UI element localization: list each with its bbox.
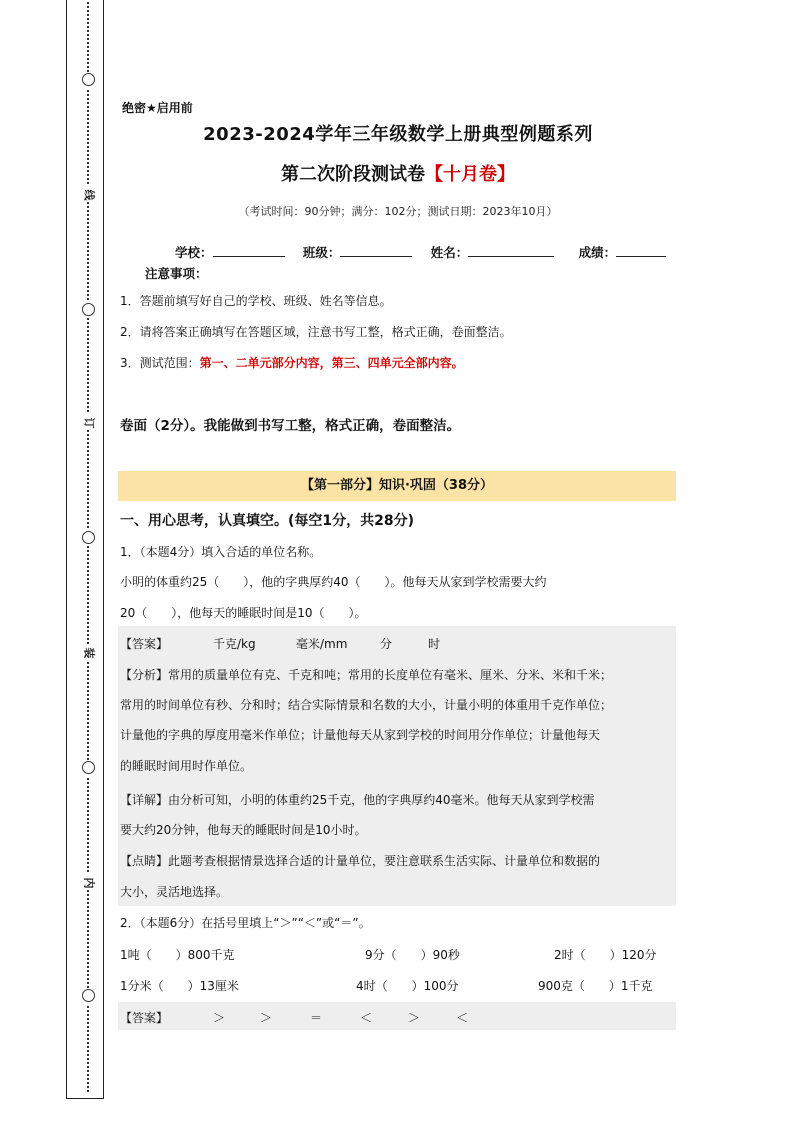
q1-analysis-line: 【分析】常用的质量单位有克、千克和吨；常用的长度单位有毫米、厘米、分米、米和千米；: [120, 668, 613, 682]
q2-row-1: [120, 946, 676, 962]
note-item-3: [120, 354, 464, 371]
class-label: 班级：: [302, 245, 341, 260]
q2-item: 2时（ ）120分: [554, 948, 657, 962]
q1-answer-3: 分: [380, 637, 393, 651]
exam-info: （考试时间：90分钟；满分：102分；测试日期：2023年10月）: [238, 205, 558, 218]
q2-stem: 2．（本题6分）在括号里填上“＞”“＜”或“＝”。: [120, 916, 371, 930]
q2-item: 1分米（ ）13厘米: [120, 979, 239, 993]
subtitle-red: 【十月卷】: [425, 164, 515, 185]
q1-detail-band: [118, 780, 676, 844]
secret-label: 绝密★启用前: [122, 101, 193, 115]
q1-stem: 1．（本题4分）填入合适的单位名称。: [120, 545, 322, 559]
q1-answer-4: 时: [428, 637, 441, 651]
q2-item: 1吨（ ）800千克: [120, 948, 235, 962]
q2-row-2: [120, 977, 676, 993]
q2-answer-1: ＞: [213, 1011, 226, 1025]
school-field[interactable]: [213, 244, 285, 257]
note-item-3-range: 第一、二单元部分内容，第三、四单元全部内容。: [199, 356, 464, 370]
page-subtitle: [118, 160, 678, 186]
class-field[interactable]: [340, 244, 412, 257]
q1-analysis-band: [118, 658, 676, 780]
q1-answer-label: 【答案】: [120, 637, 169, 651]
q2-item: 4时（ ）100分: [356, 979, 459, 993]
q1-analysis-line: 的睡眠时间用时作单位。: [120, 759, 253, 773]
binding-margin: [66, 0, 104, 1099]
name-field[interactable]: [468, 244, 554, 257]
notes-heading: 注意事项：: [145, 266, 208, 281]
name-label: 姓名：: [430, 245, 469, 260]
q1-comment-band: [118, 844, 676, 906]
q2-item: 900克（ ）1千克: [538, 979, 653, 993]
score-field[interactable]: [616, 244, 666, 257]
q2-answer-6: ＜: [456, 1011, 469, 1025]
section-title: 一、用心思考，认真填空。(每空1分，共28分): [120, 513, 415, 529]
scroll-score-note: 卷面（2分）。我能做到书写工整，格式正确，卷面整洁。: [120, 418, 461, 434]
note-item-3-prefix: 3．测试范围：: [120, 356, 200, 370]
q1-line2: 20（ ），他每天的睡眠时间是10（ ）。: [120, 606, 367, 620]
q2-answer-label: 【答案】: [120, 1011, 169, 1025]
binding-circle: [80, 302, 96, 318]
score-label: 成绩：: [578, 245, 617, 260]
binding-mark-zhuang: 装: [80, 644, 96, 660]
part-one-band: 【第一部分】知识·巩固（38分）: [118, 471, 676, 501]
school-label: 学校：: [175, 245, 213, 260]
page-title: 2023-2024学年三年级数学上册典型例题系列: [203, 124, 593, 145]
q1-comment-line: 大小，灵活地选择。: [120, 885, 229, 899]
student-info-row: [175, 243, 666, 261]
binding-circle: [80, 530, 96, 546]
q1-analysis-line: 常用的时间单位有秒、分和时；结合实际情景和名数的大小，计量小明的体重用千克作单位；: [120, 698, 613, 712]
binding-circle: [80, 988, 96, 1004]
q1-detail-line: 【详解】由分析可知，小明的体重约25千克，他的字典厚约40毫米。他每天从家到学校需: [120, 793, 595, 807]
binding-circle: [80, 72, 96, 88]
q1-answer-1: 千克/kg: [213, 637, 256, 651]
binding-circle: [80, 760, 96, 776]
q1-line1: 小明的体重约25（ ），他的字典厚约40（ ）。他每天从家到学校需要大约: [120, 575, 547, 589]
q1-answer-band: [118, 626, 676, 658]
q2-answer-2: ＞: [260, 1011, 273, 1025]
q2-answer-3: ＝: [310, 1011, 323, 1025]
q2-answer-5: ＞: [408, 1011, 421, 1025]
q1-comment-line: 【点睛】此题考查根据情景选择合适的计量单位，要注意联系生活实际、计量单位和数据的: [120, 854, 601, 868]
q1-analysis-line: 计量他的字典的厚度用毫米作单位；计量他每天从家到学校的时间用分作单位；计量他每天: [120, 728, 601, 742]
q2-answer-4: ＜: [360, 1011, 373, 1025]
binding-mark-nei: 内: [80, 874, 96, 890]
q2-item: 9分（ ）90秒: [365, 948, 460, 962]
note-item-2: 2．请将答案正确填写在答题区域，注意书写工整，格式正确，卷面整洁。: [120, 325, 512, 339]
q1-detail-line: 要大约20分钟，他每天的睡眠时间是10小时。: [120, 823, 367, 837]
binding-dashed-line: [87, 2, 89, 1092]
binding-mark-xian: 线: [80, 186, 96, 202]
q1-answer-2: 毫米/mm: [296, 637, 348, 651]
note-item-1: 1．答题前填写好自己的学校、班级、姓名等信息。: [120, 294, 392, 308]
q2-answer-band: [118, 1002, 676, 1030]
subtitle-main: 第二次阶段测试卷: [281, 164, 425, 185]
binding-mark-ding: 订: [80, 414, 96, 430]
